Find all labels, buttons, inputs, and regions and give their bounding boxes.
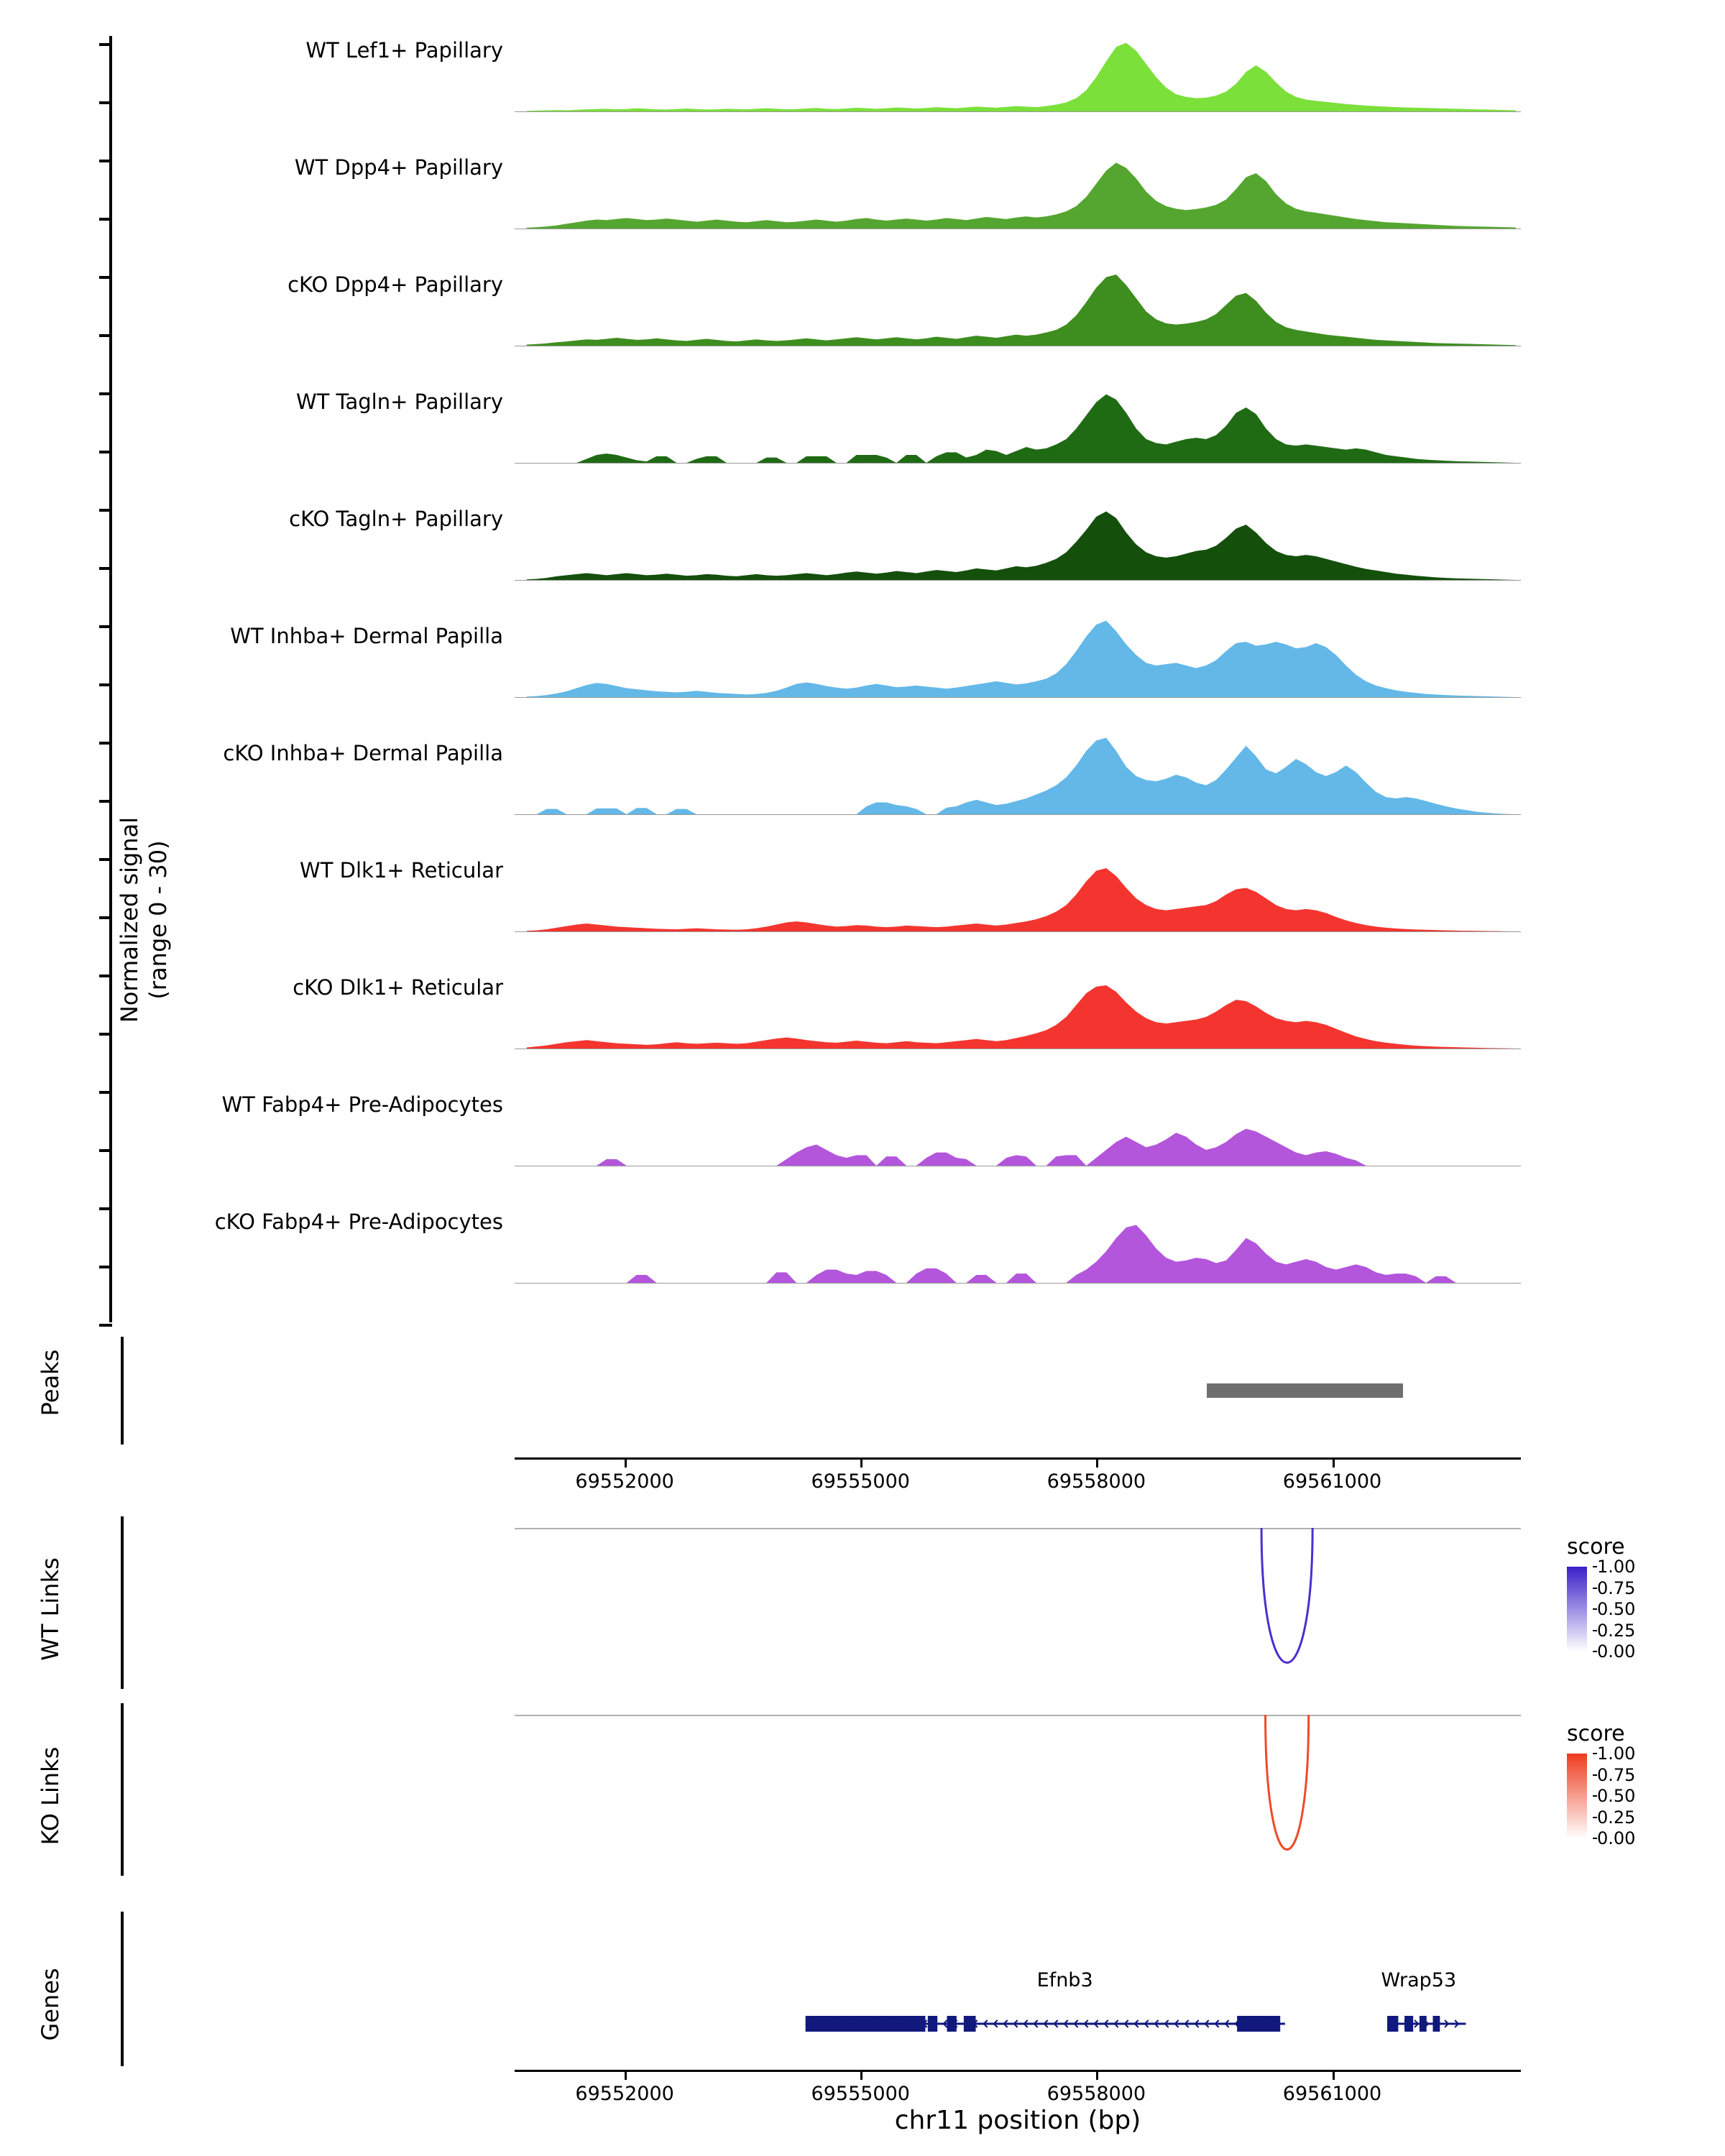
genome-axis-tick [860,2072,862,2080]
axis-tick [99,101,112,104]
axis-tick [99,975,112,977]
coverage-area [515,149,1521,229]
coverage-track [0,852,1725,946]
coverage-baseline [515,931,1521,932]
legend-tick-label: 0.00 [1597,1641,1636,1662]
genome-axis-tick [1096,1460,1098,1468]
ko-links-legend-title: score [1567,1721,1625,1746]
ko-links-axis-bar [121,1703,124,1876]
coverage-track-plot [515,32,1521,111]
coverage-area [515,384,1521,463]
axis-tick [99,43,112,46]
panel-label-wt-links: WT Links [37,1557,64,1661]
coverage-baseline [515,580,1521,581]
gene-label: Wrap53 [1381,1969,1457,1991]
coverage-baseline [515,1283,1521,1284]
coverage-track-label: cKO Tagln+ Papillary [289,507,503,531]
panel-label-ko-links: KO Links [37,1746,64,1846]
gene-label: Efnb3 [1036,1969,1093,1991]
gene-exon [1237,2016,1280,2032]
genome-axis-tick [625,2072,627,2080]
coverage-area [515,735,1521,814]
coverage-baseline [515,814,1521,815]
coverage-track-plot [515,267,1521,346]
coverage-baseline [515,463,1521,464]
genome-axis-tick [1333,2072,1335,2080]
genome-axis-tick-label: 69552000 [575,1470,674,1493]
coverage-track [0,267,1725,360]
axis-tick [99,509,112,512]
coverage-track-plot [515,384,1521,463]
coverage-track-label: cKO Dlk1+ Reticular [293,975,503,1000]
axis-tick [99,218,112,221]
genome-axis-tick-label: 69552000 [575,2083,674,2105]
wt-links-legend-gradient [1567,1567,1587,1651]
genome-axis-tick [860,1460,862,1468]
coverage-track-plot [515,1204,1521,1283]
gene-exon [1387,2016,1398,2032]
x-axis-title: chr11 position (bp) [894,2106,1141,2135]
axis-tick [99,1207,112,1210]
gene-models [515,2005,1521,2048]
axis-tick [99,451,112,453]
axis-tick [99,392,112,395]
coverage-area [515,618,1521,697]
coverage-track-label: WT Tagln+ Papillary [295,390,503,414]
axis-tick [99,1149,112,1152]
coverage-track [0,1087,1725,1180]
coverage-track-label: cKO Inhba+ Dermal Papilla [223,741,503,765]
coverage-track-plot [515,501,1521,580]
genes-axis-bar [121,1912,124,2066]
coverage-track [0,149,1725,243]
coverage-track [0,969,1725,1063]
coverage-track-plot [515,149,1521,229]
coverage-track [0,384,1725,477]
legend-tick-label: 0.75 [1597,1764,1636,1785]
gene-exon [947,2016,957,2032]
coverage-area [515,267,1521,346]
coverage-track-plot [515,969,1521,1049]
axis-tick [99,1091,112,1094]
y-axis-label: Normalized signal (range 0 - 30) [116,816,172,1023]
link-arc [1261,1528,1312,1662]
genome-axis-tick-label: 69555000 [811,1470,910,1493]
legend-tick-label: 0.50 [1597,1786,1636,1806]
legend-tick-label: 0.00 [1597,1828,1636,1848]
ko-links-legend [1567,1721,1657,1848]
coverage-area [515,1204,1521,1283]
axis-tick [99,567,112,570]
coverage-area [515,969,1521,1049]
genome-axis-top [515,1457,1521,1460]
panel-label-peaks: Peaks [37,1349,64,1416]
peaks-axis-bar [121,1337,124,1445]
legend-tick-label: 0.75 [1597,1577,1636,1598]
legend-tick-label: 0.50 [1597,1599,1636,1619]
legend-tick-label: 1.00 [1597,1557,1636,1577]
coverage-track-label: cKO Dpp4+ Papillary [288,272,503,297]
axis-tick [99,1033,112,1036]
coverage-track-label: cKO Fabp4+ Pre-Adipocytes [214,1210,503,1234]
genome-axis-tick [625,1460,627,1468]
genome-axis-tick-label: 69558000 [1046,1470,1146,1493]
coverage-track [0,735,1725,829]
genome-axis-tick-label: 69558000 [1046,2083,1146,2105]
genome-axis-bottom [515,2070,1521,2072]
genome-axis-tick [1096,2072,1098,2080]
genome-axis-tick-label: 69561000 [1282,2083,1382,2105]
coverage-track-plot [515,618,1521,697]
wt-links-legend-title: score [1567,1534,1625,1560]
axis-tick [99,683,112,686]
coverage-area [515,32,1521,111]
panel-label-genes: Genes [37,1968,64,2041]
axis-tick [99,858,112,861]
ko-links-legend-gradient [1567,1754,1587,1838]
coverage-track-plot [515,735,1521,814]
ko-links-legend-ticks [1593,1743,1657,1848]
genome-axis-tick-label: 69561000 [1282,1470,1382,1493]
coverage-area [515,852,1521,931]
legend-tick-label: 0.25 [1597,1620,1636,1641]
coverage-track-label: WT Dpp4+ Papillary [294,155,503,180]
coverage-track [0,501,1725,594]
axis-tick [99,160,112,162]
link-arcs [515,1528,1521,1679]
wt-links-legend-ticks [1593,1557,1657,1662]
link-arcs [515,1715,1521,1866]
axis-tick [99,916,112,919]
coverage-track-label: WT Dlk1+ Reticular [300,858,503,883]
axis-tick [99,1266,112,1268]
genome-axis-tick [1333,1460,1335,1468]
coverage-baseline [515,111,1521,112]
wt-links-legend [1567,1534,1657,1662]
coverage-area [515,1087,1521,1166]
genome-axis-tick-label: 69555000 [811,2083,910,2105]
coverage-track [0,32,1725,126]
axis-tick [99,625,112,628]
axis-tick [99,1324,112,1327]
gene-exon [1420,2016,1427,2032]
coverage-track-label: WT Inhba+ Dermal Papilla [230,624,503,648]
coverage-baseline [515,697,1521,698]
axis-tick [99,800,112,803]
coverage-track-label: WT Fabp4+ Pre-Adipocytes [221,1092,503,1117]
wt-links-axis-bar [121,1516,124,1689]
axis-tick [99,276,112,279]
axis-tick [99,742,112,745]
coverage-track [0,618,1725,711]
legend-tick-label: 0.25 [1597,1807,1636,1828]
legend-tick-label: 1.00 [1597,1743,1636,1764]
coverage-track-plot [515,1087,1521,1166]
coverage-track-label: WT Lef1+ Papillary [305,38,503,63]
link-arc [1266,1715,1309,1849]
coverage-area [515,501,1521,580]
peak-region [1207,1383,1403,1398]
coverage-track [0,1204,1725,1297]
coverage-track-plot [515,852,1521,931]
axis-tick [99,334,112,337]
